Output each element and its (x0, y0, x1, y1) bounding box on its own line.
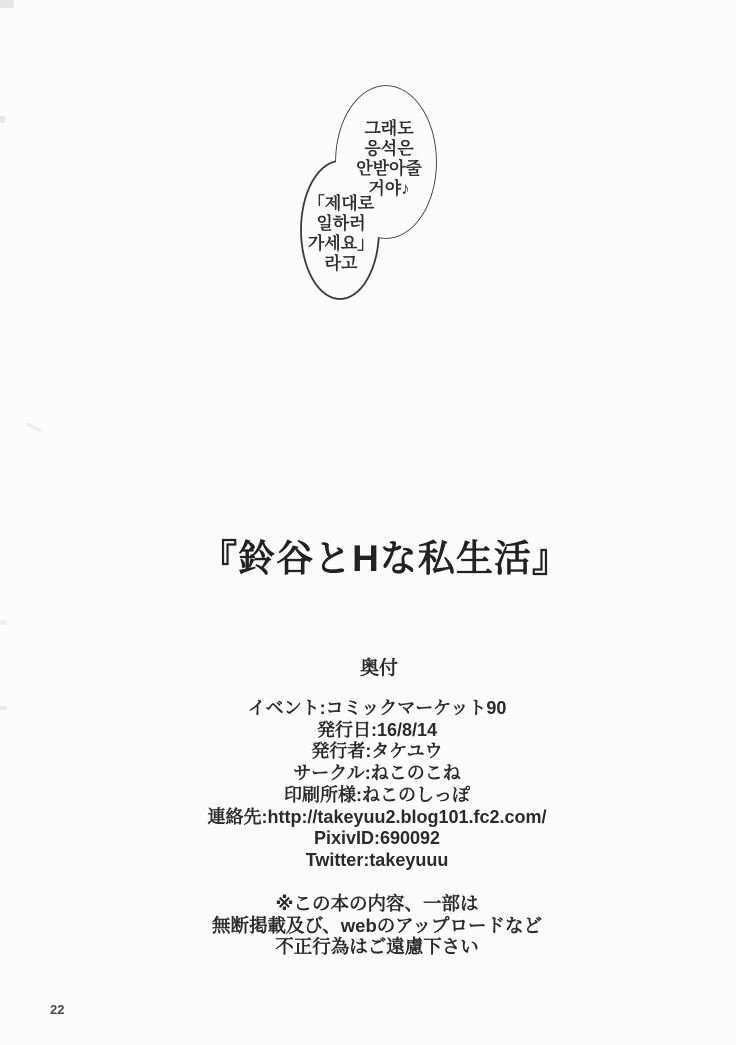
colophon-info (207, 698, 546, 872)
colophon-line-circle: サークル:ねこのこね (293, 763, 461, 784)
bubble-line: 일하러 (316, 214, 366, 233)
colophon-heading: 奥付 (359, 658, 399, 679)
colophon-line-publish-date: 発行日:16/8/14 (316, 719, 438, 740)
bubble-line: 안받아줄 (356, 159, 422, 178)
scan-artifact (0, 706, 7, 710)
colophon-line-printer: 印刷所様:ねこのしっぽ (284, 784, 470, 805)
disclaimer-line: 無断掲載及び、webのアップロードなど (212, 914, 542, 936)
copyright-disclaimer (212, 893, 542, 958)
bubble-line: 거야♪ (368, 179, 410, 198)
speech-bubble-text-right (356, 119, 422, 199)
speech-bubble-text-left (308, 194, 374, 274)
bubble-line: 그래도 (364, 119, 414, 138)
colophon-line-contact-url: 連絡先:http://takeyuu2.blog101.fc2.com/ (207, 806, 547, 827)
scan-artifact (0, 0, 14, 8)
bubble-line: 라고 (324, 254, 358, 273)
bubble-line: 가세요」 (307, 234, 375, 253)
disclaimer-line: ※この本の内容、一部は (275, 893, 479, 914)
book-title: 『鈴谷とHな私生活』 (200, 538, 570, 579)
bubble-line: 응석은 (364, 139, 414, 158)
colophon-line-twitter: Twitter:takeyuuu (305, 849, 449, 870)
colophon-line-event: イベント:コミックマーケット90 (247, 698, 507, 718)
colophon-line-publisher: 発行者:タケユウ (311, 741, 443, 762)
colophon-line-pixiv-id: PixivID:690092 (313, 828, 441, 849)
scan-artifact (0, 116, 5, 123)
disclaimer-line: 不正行為はご遠慮下さい (275, 936, 479, 957)
scan-artifact (0, 620, 6, 625)
page-number: 22 (50, 1002, 65, 1017)
scan-artifact (26, 422, 42, 432)
bubble-line: 「제대로 (307, 194, 375, 213)
